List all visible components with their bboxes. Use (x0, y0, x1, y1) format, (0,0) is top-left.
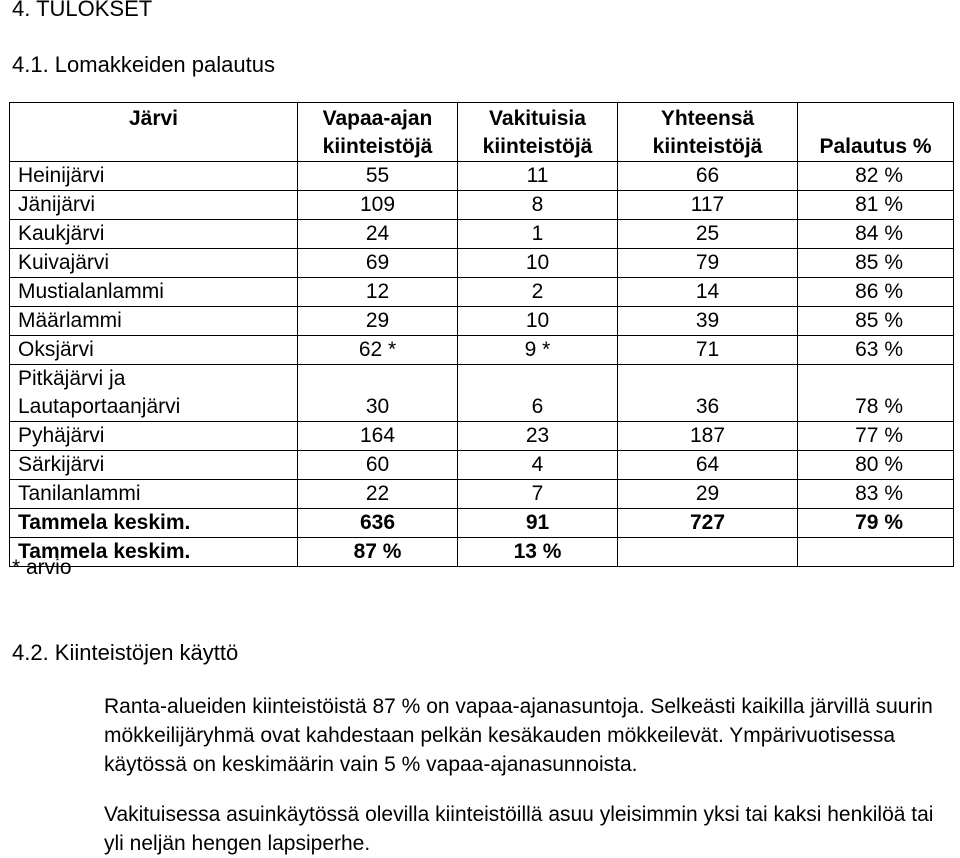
cell-return: 83 % (798, 480, 954, 509)
cell-total: 66 (618, 162, 798, 191)
cell-lake: Heinijärvi (10, 162, 298, 191)
cell-lake: Tanilanlammi (10, 480, 298, 509)
cell-permanent: 4 (458, 451, 618, 480)
paragraph: Vakituisessa asuinkäytössä olevilla kiinteistöillä asuu yleisimmin yksi tai kaksi henkilöä tai yli neljän hengen lapsiperhe. (104, 803, 934, 855)
header-total: Yhteensä kiinteistöjä (618, 103, 798, 162)
cell-lake: Kaukjärvi (10, 220, 298, 249)
cell-return: 80 % (798, 451, 954, 480)
subsection-title-returns: 4.1. Lomakkeiden palautus (12, 52, 275, 77)
cell-permanent: 10 (458, 307, 618, 336)
header-permanent: Vakituisia kiinteistöjä (458, 103, 618, 162)
table-row (10, 191, 954, 220)
cell-total: 71 (618, 336, 798, 365)
cell-permanent: 7 (458, 480, 618, 509)
cell-lake: Pyhäjärvi (10, 422, 298, 451)
section-title: 4. TULOKSET (12, 0, 153, 21)
cell-permanent: 11 (458, 162, 618, 191)
cell-leisure: 164 (298, 422, 458, 451)
cell-lake: Pitkäjärvi ja Lautaportaanjärvi (10, 365, 298, 422)
cell-return: 78 % (798, 365, 954, 422)
cell-total: 79 (618, 249, 798, 278)
table-row (10, 336, 954, 365)
cell-return: 84 % (798, 220, 954, 249)
cell-return: 82 % (798, 162, 954, 191)
cell-total: 29 (618, 480, 798, 509)
cell-lake: Kuivajärvi (10, 249, 298, 278)
cell-return: 81 % (798, 191, 954, 220)
cell-leisure: 55 (298, 162, 458, 191)
table-row (10, 480, 954, 509)
cell-permanent: 10 (458, 249, 618, 278)
table-note: * arvio (12, 556, 72, 579)
table-row (10, 451, 954, 480)
cell-leisure: 87 % (298, 538, 458, 567)
table-row (10, 220, 954, 249)
cell-lake: Tammela keskim. (10, 509, 298, 538)
cell-return: 79 % (798, 509, 954, 538)
table-header-row (10, 103, 954, 162)
table-row (10, 249, 954, 278)
cell-total: 36 (618, 365, 798, 422)
cell-total: 187 (618, 422, 798, 451)
cell-lake: Oksjärvi (10, 336, 298, 365)
cell-leisure: 636 (298, 509, 458, 538)
cell-lake: Jänijärvi (10, 191, 298, 220)
cell-permanent: 23 (458, 422, 618, 451)
returns-table (9, 102, 954, 567)
cell-return: 86 % (798, 278, 954, 307)
header-return: Palautus % (798, 103, 954, 162)
cell-total (618, 538, 798, 567)
cell-leisure: 60 (298, 451, 458, 480)
cell-lake: Määrlammi (10, 307, 298, 336)
cell-permanent: 6 (458, 365, 618, 422)
cell-total: 64 (618, 451, 798, 480)
cell-total: 117 (618, 191, 798, 220)
cell-permanent: 91 (458, 509, 618, 538)
cell-return: 85 % (798, 249, 954, 278)
paragraph: Ranta-alueiden kiinteistöistä 87 % on vapaa-ajanasuntoja. Selkeästi kaikilla järvillä suurin mökkeilijäryhmä ovat kahdestaan pelkän kesäkauden mökkeilevät. Ympärivuotisessa käytössä on keskimäärin vain 5 % vapaa-ajanasunnoista. (104, 695, 933, 776)
cell-leisure: 24 (298, 220, 458, 249)
cell-permanent: 13 % (458, 538, 618, 567)
cell-leisure: 62 * (298, 336, 458, 365)
table-row (10, 307, 954, 336)
table-row (10, 162, 954, 191)
cell-return: 85 % (798, 307, 954, 336)
cell-total: 39 (618, 307, 798, 336)
cell-permanent: 9 * (458, 336, 618, 365)
cell-lake: Tammela keskim. (10, 538, 298, 567)
cell-leisure: 22 (298, 480, 458, 509)
subsection-title-usage: 4.2. Kiinteistöjen käyttö (12, 640, 239, 665)
header-leisure: Vapaa-ajan kiinteistöjä (298, 103, 458, 162)
cell-return: 77 % (798, 422, 954, 451)
header-lake: Järvi (10, 103, 298, 162)
cell-leisure: 12 (298, 278, 458, 307)
cell-total: 25 (618, 220, 798, 249)
cell-permanent: 8 (458, 191, 618, 220)
table-row (10, 365, 954, 422)
cell-leisure: 69 (298, 249, 458, 278)
cell-return (798, 538, 954, 567)
cell-leisure: 30 (298, 365, 458, 422)
table-row (10, 278, 954, 307)
cell-total: 14 (618, 278, 798, 307)
cell-leisure: 109 (298, 191, 458, 220)
cell-permanent: 1 (458, 220, 618, 249)
cell-total: 727 (618, 509, 798, 538)
cell-permanent: 2 (458, 278, 618, 307)
cell-lake: Mustialanlammi (10, 278, 298, 307)
table-row (10, 509, 954, 538)
table-row (10, 422, 954, 451)
cell-return: 63 % (798, 336, 954, 365)
cell-lake: Särkijärvi (10, 451, 298, 480)
table-row (10, 538, 954, 567)
cell-leisure: 29 (298, 307, 458, 336)
